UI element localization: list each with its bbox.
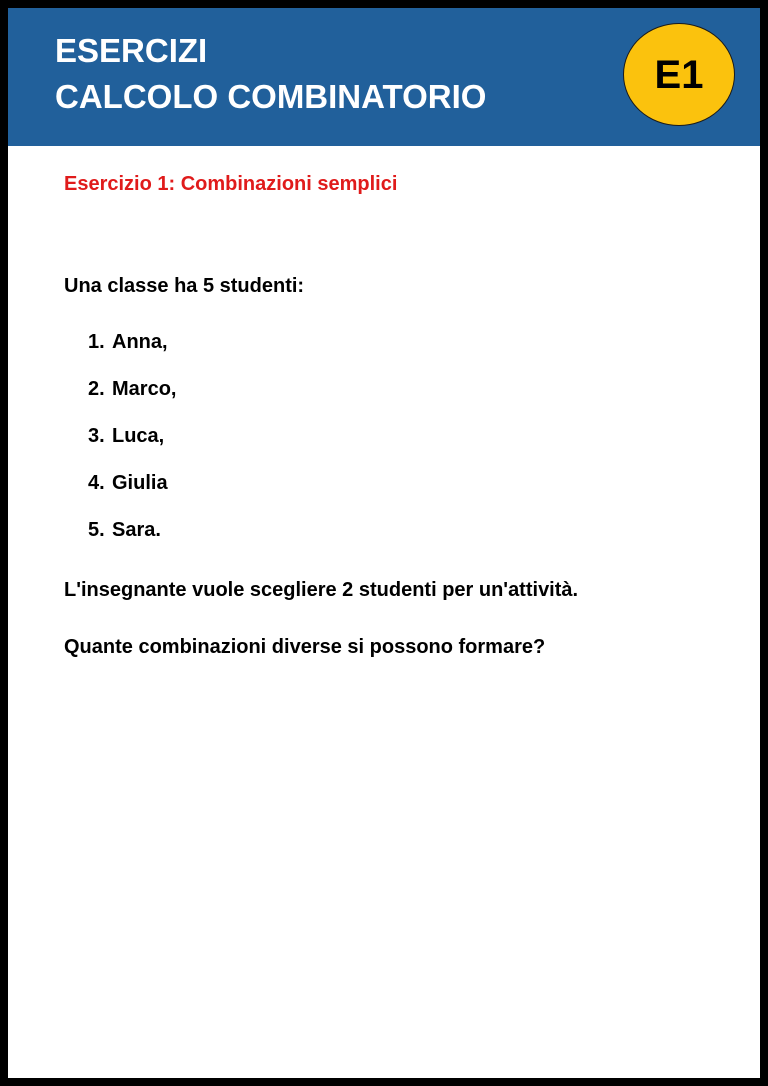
- exercise-badge: [623, 23, 735, 126]
- header-title: [55, 28, 486, 120]
- header-title-line1: ESERCIZI: [55, 32, 208, 69]
- student-name: Luca,: [112, 425, 165, 447]
- list-item-number: 3.: [88, 425, 105, 447]
- list-item-number: 4.: [88, 472, 105, 494]
- exercise-badge-label: E1: [654, 52, 704, 97]
- list-item-number: 2.: [88, 378, 105, 400]
- list-item: [88, 425, 176, 472]
- exercise-question: Quante combinazioni diverse si possono formare?: [64, 636, 546, 658]
- list-item: [88, 472, 176, 519]
- worksheet-page: [8, 8, 760, 1078]
- student-name: Sara.: [112, 519, 161, 541]
- list-item: [88, 378, 176, 425]
- list-item: [88, 519, 176, 566]
- header-banner: [8, 8, 760, 146]
- student-name: Marco,: [112, 378, 177, 400]
- list-item: [88, 331, 176, 378]
- student-name: Giulia: [112, 472, 168, 494]
- header-title-line2: CALCOLO COMBINATORIO: [55, 78, 487, 115]
- student-list: [88, 331, 176, 566]
- list-item-number: 1.: [88, 331, 105, 353]
- exercise-intro: Una classe ha 5 studenti:: [64, 275, 305, 297]
- exercise-title: Esercizio 1: Combinazioni semplici: [64, 173, 398, 195]
- exercise-statement: L'insegnante vuole scegliere 2 studenti per un'attività.: [64, 579, 579, 601]
- student-name: Anna,: [112, 331, 168, 353]
- list-item-number: 5.: [88, 519, 105, 541]
